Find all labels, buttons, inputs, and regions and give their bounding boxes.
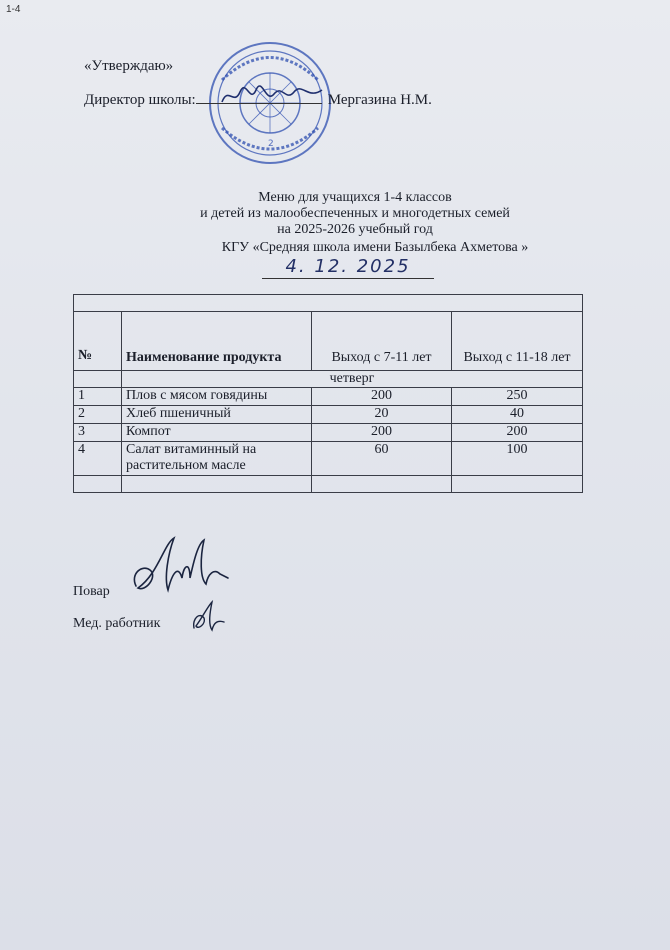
table-cell bbox=[74, 295, 583, 312]
header-product-name: Наименование продукта bbox=[122, 312, 312, 371]
table-cell bbox=[74, 371, 122, 388]
table-top-row bbox=[74, 295, 583, 312]
school-year: на 2025-2026 учебный год bbox=[277, 222, 433, 237]
menu-title: Меню для учащихся 1-4 классов bbox=[258, 190, 452, 205]
table-row bbox=[74, 442, 583, 476]
product-name: Плов с мясом говядины bbox=[122, 388, 312, 406]
table-header-row bbox=[74, 312, 583, 371]
output-7-11: 200 bbox=[312, 388, 452, 406]
header-output-11-18: Выход с 11-18 лет bbox=[452, 312, 583, 371]
approval-label: «Утверждаю» bbox=[84, 58, 174, 74]
menu-subtitle: и детей из малообеспеченных и многодетных семей bbox=[200, 206, 510, 221]
product-name: Салат витаминный на растительном масле bbox=[122, 442, 312, 476]
table-empty-row bbox=[74, 476, 583, 493]
row-number: 4 bbox=[74, 442, 122, 476]
table-row bbox=[74, 388, 583, 406]
output-7-11: 200 bbox=[312, 424, 452, 442]
director-label: Директор школы: bbox=[84, 92, 196, 108]
director-signature bbox=[218, 82, 328, 110]
day-label: четверг bbox=[122, 371, 583, 388]
table-row bbox=[74, 424, 583, 442]
output-7-11: 60 bbox=[312, 442, 452, 476]
product-name: Хлеб пшеничный bbox=[122, 406, 312, 424]
output-11-18: 250 bbox=[452, 388, 583, 406]
output-11-18: 40 bbox=[452, 406, 583, 424]
row-number: 1 bbox=[74, 388, 122, 406]
table-row bbox=[74, 406, 583, 424]
header-output-7-11: Выход с 7-11 лет bbox=[312, 312, 452, 371]
day-row bbox=[74, 371, 583, 388]
output-11-18: 100 bbox=[452, 442, 583, 476]
row-number: 2 bbox=[74, 406, 122, 424]
cook-label: Повар bbox=[73, 584, 110, 599]
svg-text:2: 2 bbox=[268, 139, 274, 149]
corner-note: 1-4 bbox=[6, 4, 21, 15]
table-cell bbox=[452, 476, 583, 493]
director-name: Мергазина Н.М. bbox=[327, 92, 432, 108]
medic-label: Мед. работник bbox=[73, 616, 161, 631]
row-number: 3 bbox=[74, 424, 122, 442]
table-cell bbox=[122, 476, 312, 493]
table-cell bbox=[312, 476, 452, 493]
product-name: Компот bbox=[122, 424, 312, 442]
header-number: № bbox=[74, 312, 122, 371]
output-11-18: 200 bbox=[452, 424, 583, 442]
cook-signature bbox=[128, 534, 238, 600]
handwritten-date: 4. 12. 2025 bbox=[262, 256, 434, 279]
table-cell bbox=[74, 476, 122, 493]
school-name: КГУ «Средняя школа имени Базылбека Ахметова » bbox=[221, 240, 529, 255]
medic-signature bbox=[188, 600, 228, 634]
menu-table bbox=[73, 294, 583, 493]
output-7-11: 20 bbox=[312, 406, 452, 424]
